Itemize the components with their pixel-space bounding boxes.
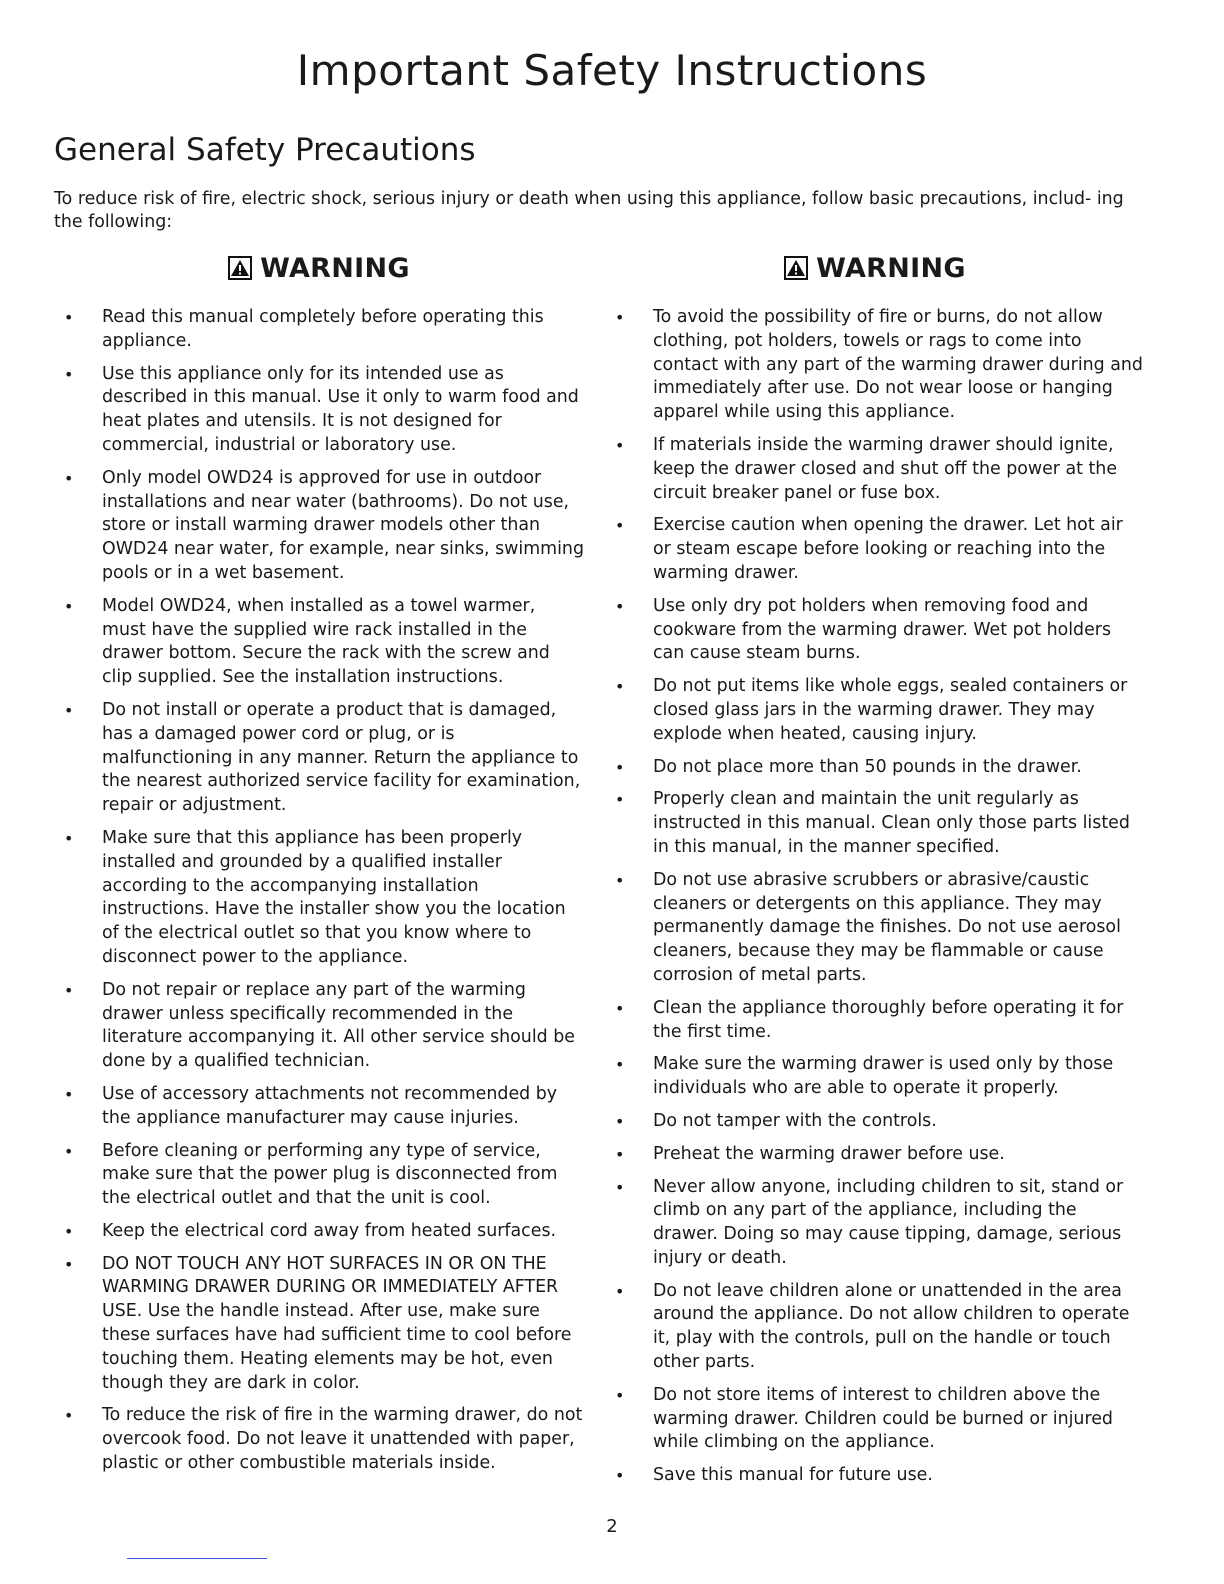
list-item: • Do not install or operate a product that is damaged, has a damaged power cord or plug, or is malfunctioning in any manner. Return the appliance to the nearest authorized service facility for examination, repair or adjustment. xyxy=(54,699,584,818)
list-item: • Exercise caution when opening the drawer. Let hot air or steam escape before looking or reaching into the warming drawer. xyxy=(605,514,1145,585)
list-item: • To reduce the risk of fire in the warming drawer, do not overcook food. Do not leave it unattended with paper, plastic or other combustible materials inside. xyxy=(54,1404,584,1475)
list-item: • Clean the appliance thoroughly before operating it for the first time. xyxy=(605,997,1145,1045)
list-item: • Save this manual for future use. xyxy=(605,1464,1145,1488)
right-warning-header xyxy=(605,248,1145,288)
page-title: Important Safety Instructions xyxy=(296,46,928,95)
list-item: • Use this appliance only for its intended use as described in this manual. Use it only to warm food and heat plates and utensils. It is not designed for commercial, industrial or laboratory use. xyxy=(54,363,584,458)
list-item: • Make sure that this appliance has been properly installed and grounded by a qualified installer according to the accompanying installation instructions. Have the installer show you the location of the electrical outlet so that you know where to disconnect power to the appliance. xyxy=(54,827,584,970)
list-item: • To avoid the possibility of fire or burns, do not allow clothing, pot holders, towels or rags to come into contact with any part of the warming drawer during and immediately after use. Do not wear loose or hanging apparel while using this appliance. xyxy=(605,306,1145,425)
list-item: • Never allow anyone, including children to sit, stand or climb on any part of the appliance, including the drawer. Doing so may cause tipping, damage, serious injury or death. xyxy=(605,1176,1145,1271)
list-item: • Do not place more than 50 pounds in the drawer. xyxy=(605,756,1145,780)
section-title: General Safety Precautions xyxy=(54,132,476,168)
warning-label: WARNING xyxy=(816,252,966,284)
list-item: • Make sure the warming drawer is used only by those individuals who are able to operate it properly. xyxy=(605,1053,1145,1101)
list-item: • Do not use abrasive scrubbers or abrasive/caustic cleaners or detergents on this appliance. They may permanently damage the finishes. Do not use aerosol cleaners, because they may be flammable or cause corrosion of metal parts. xyxy=(605,869,1145,988)
list-item: • If materials inside the warming drawer should ignite, keep the drawer closed and shut off the power at the circuit breaker panel or fuse box. xyxy=(605,434,1145,505)
list-item: • Before cleaning or performing any type of service, make sure that the power plug is disconnected from the electrical outlet and that the unit is cool. xyxy=(54,1140,584,1211)
warning-triangle-icon xyxy=(784,256,808,280)
warning-label: WARNING xyxy=(260,252,410,284)
intro-paragraph: To reduce risk of fire, electric shock, serious injury or death when using this appliance, follow basic precautions, includ- ing the following: xyxy=(54,189,1124,232)
left-warning-column xyxy=(54,248,584,1485)
list-item: • Do not repair or replace any part of the warming drawer unless specifically recommended in the literature accompanying it. All other service should be done by a qualified technician. xyxy=(54,979,584,1074)
list-item: • Properly clean and maintain the unit regularly as instructed in this manual. Clean only those parts listed in this manual, in the manner specified. xyxy=(605,788,1145,859)
list-item: • Use only dry pot holders when removing food and cookware from the warming drawer. Wet pot holders can cause steam burns. xyxy=(605,595,1145,666)
list-item: • Read this manual completely before operating this appliance. xyxy=(54,306,584,354)
right-precautions-list xyxy=(605,306,1145,1488)
list-item: • Model OWD24, when installed as a towel warmer, must have the supplied wire rack installed in the drawer bottom. Secure the rack with the screw and clip supplied. See the installation instructions. xyxy=(54,595,584,690)
page-number: 2 xyxy=(606,1516,618,1537)
list-item: • DO NOT TOUCH ANY HOT SURFACES IN OR ON THE WARMING DRAWER DURING OR IMMEDIATELY AFTER USE. Use the handle instead. After use, make sure these surfaces have had sufficient time to cool before touching them. Heating elements may be hot, even though they are dark in color. xyxy=(54,1253,584,1396)
warning-triangle-icon xyxy=(228,256,252,280)
list-item: • Keep the electrical cord away from heated surfaces. xyxy=(54,1220,584,1244)
right-warning-column xyxy=(605,248,1145,1497)
list-item: • Do not put items like whole eggs, sealed containers or closed glass jars in the warming drawer. They may explode when heated, causing injury. xyxy=(605,675,1145,746)
left-precautions-list xyxy=(54,306,584,1476)
footer-rule xyxy=(127,1558,267,1559)
list-item: • Do not store items of interest to children above the warming drawer. Children could be burned or injured while climbing on the appliance. xyxy=(605,1384,1145,1455)
list-item: • Preheat the warming drawer before use. xyxy=(605,1143,1145,1167)
left-warning-header xyxy=(54,248,584,288)
list-item: • Use of accessory attachments not recommended by the appliance manufacturer may cause injuries. xyxy=(54,1083,584,1131)
list-item: • Do not tamper with the controls. xyxy=(605,1110,1145,1134)
list-item: • Do not leave children alone or unattended in the area around the appliance. Do not allow children to operate it, play with the controls, pull on the handle or touch other parts. xyxy=(605,1280,1145,1375)
list-item: • Only model OWD24 is approved for use in outdoor installations and near water (bathrooms). Do not use, store or install warming drawer models other than OWD24 near water, for example, near sinks, swimming pools or in a wet basement. xyxy=(54,467,584,586)
